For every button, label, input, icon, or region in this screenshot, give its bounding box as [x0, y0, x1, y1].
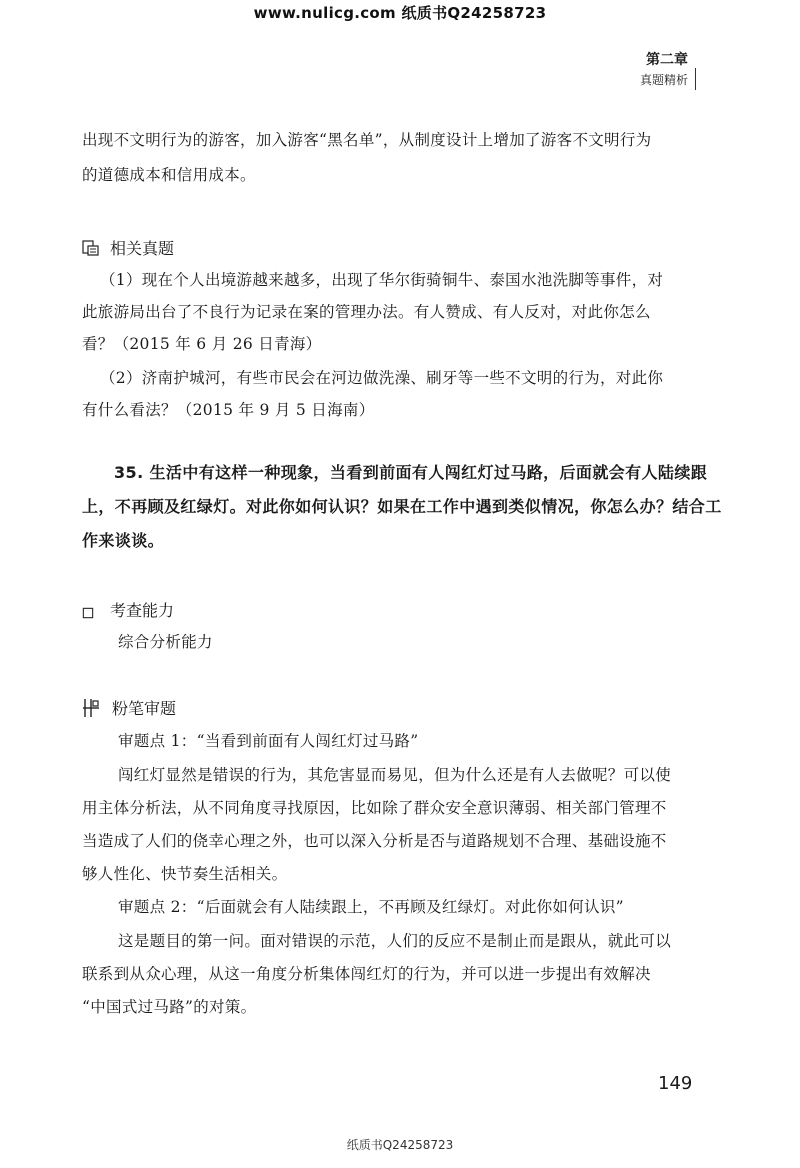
- related-item-2-line-2: 有什么看法？（2015 年 9 月 5 日海南）: [82, 401, 375, 419]
- document-icon: [82, 239, 100, 257]
- intro-line-1: 出现不文明行为的游客，加入游客“黑名单”，从制度设计上增加了游客不文明行为: [82, 131, 652, 149]
- ability-heading: [82, 598, 174, 621]
- watermark-top: www.nulicg.com 纸质书Q24258723: [253, 4, 547, 22]
- chapter-title: 真题精析: [639, 73, 688, 87]
- running-head: [640, 50, 688, 90]
- analysis-point-2-line-2: 联系到从众心理，从这一角度分析集体闯红灯的行为，并可以进一步提出有效解决: [82, 965, 651, 983]
- analysis-point-1-line-2: 用主体分析法，从不同角度寻找原因，比如除了群众安全意识薄弱、相关部门管理不: [82, 799, 667, 817]
- related-item-1-line-3: 看？（2015 年 6 月 26 日青海）: [82, 335, 322, 353]
- analysis-point-1-line-1: 闯红灯显然是错误的行为，其危害显而易见，但为什么还是有人去做呢？可以使: [118, 766, 672, 784]
- related-item-1-line-1: （1）现在个人出境游越来越多，出现了华尔街骑铜牛、泰国水池洗脚等事件，对: [100, 271, 664, 289]
- analysis-title: 粉笔审题: [112, 699, 177, 718]
- running-head-rule: [695, 68, 696, 90]
- analysis-point-1-line-4: 够人性化、快节奏生活相关。: [82, 865, 288, 883]
- question-35: 35. 生活中有这样一种现象，当看到前面有人闯红灯过马路，后面就会有人陆续跟上，不再顾及红绿灯。对此你如何认识？如果在工作中遇到类似情况，你怎么办？结合工作来谈谈。: [82, 463, 722, 550]
- ability-title: 考查能力: [110, 601, 175, 620]
- chapter-number: 第二章: [646, 52, 688, 68]
- page-number: 149: [658, 1073, 693, 1094]
- watermark-bottom: 纸质书Q24258723: [346, 1138, 454, 1152]
- ability-content: 综合分析能力: [118, 633, 213, 651]
- intro-line-2: 的道德成本和信用成本。: [82, 166, 256, 184]
- related-questions-heading: [82, 236, 174, 259]
- analysis-heading: [82, 696, 176, 719]
- related-item-2-line-1: （2）济南护城河，有些市民会在河边做洗澡、刷牙等一些不文明的行为，对此你: [100, 369, 664, 387]
- pen-grid-icon: [82, 698, 100, 718]
- analysis-point-1-line-3: 当造成了人们的侥幸心理之外，也可以深入分析是否与道路规划不合理、基础设施不: [82, 832, 667, 850]
- analysis-point-2-line-3: “中国式过马路”的对策。: [82, 998, 257, 1016]
- analysis-point-2-title: 审题点 2：“后面就会有人陆续跟上，不再顾及红绿灯。对此你如何认识”: [118, 898, 624, 916]
- analysis-point-1-title: 审题点 1：“当看到前面有人闯红灯过马路”: [118, 732, 419, 750]
- analysis-point-2-line-1: 这是题目的第一问。面对错误的示范，人们的反应不是制止而是跟从，就此可以: [118, 932, 672, 950]
- related-item-1-line-2: 此旅游局出台了不良行为记录在案的管理办法。有人赞成、有人反对，对此你怎么: [82, 303, 651, 321]
- related-questions-title: 相关真题: [110, 239, 175, 258]
- checkbox-icon: [82, 607, 94, 619]
